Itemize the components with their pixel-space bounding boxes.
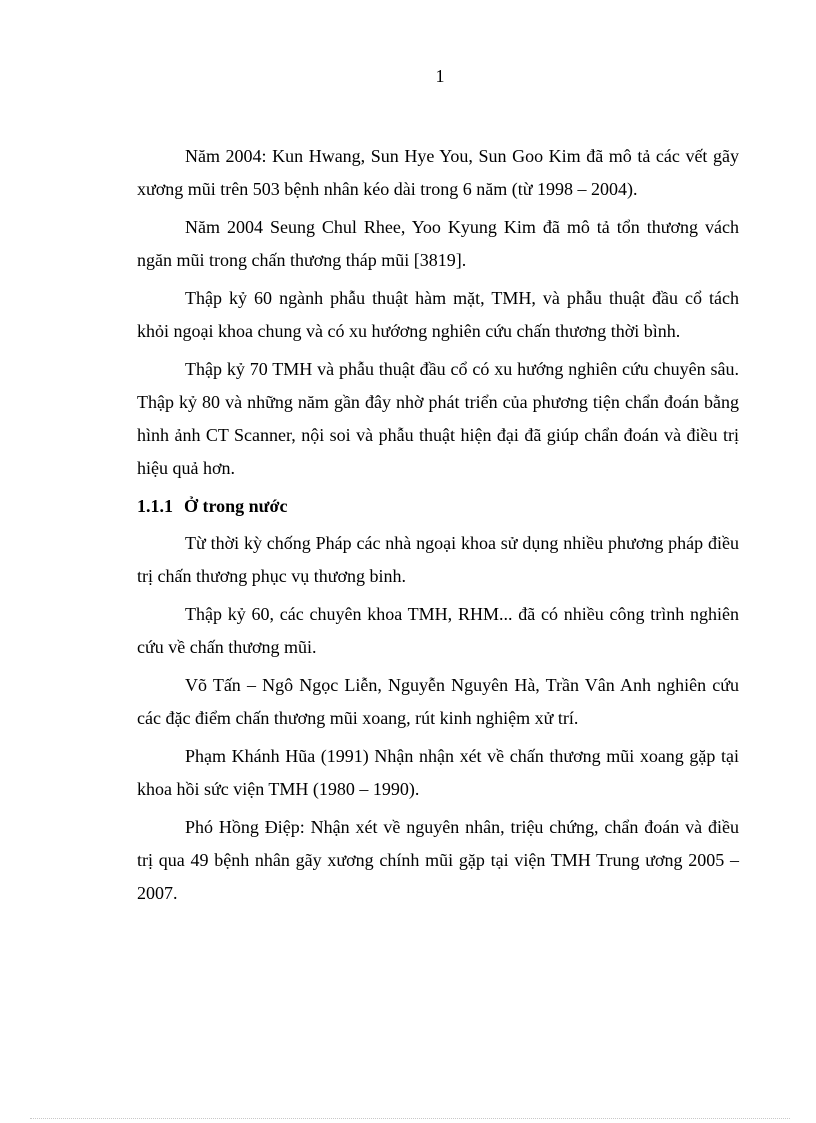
page-bottom-divider [30,1118,790,1119]
paragraph: Năm 2004: Kun Hwang, Sun Hye You, Sun Goo Kim đã mô tả các vết gãy xương mũi trên 503 bệnh nhân kéo dài trong 6 năm (từ 1998 – 2004). [137,146,739,199]
paragraph: Thập kỷ 70 TMH và phẫu thuật đầu cổ có xu hướng nghiên cứu chuyên sâu. Thập kỷ 80 và những năm gần đây nhờ phát triển của phương tiện chẩn đoán bằng hình ảnh CT Scanner, nội soi và phẫu thuật hiện đại đã giúp chẩn đoán và điều trị hiệu quả hơn. [137,359,739,478]
page-number: 1 [435,66,445,86]
paragraph: Từ thời kỳ chống Pháp các nhà ngoại khoa sử dụng nhiều phương pháp điều trị chấn thương phục vụ thương binh. [137,533,739,586]
section-title: Ở trong nước [184,496,288,516]
paragraph: Thập kỷ 60, các chuyên khoa TMH, RHM... đã có nhiều công trình nghiên cứu về chấn thương mũi. [137,604,739,657]
section-heading [137,490,739,523]
paragraph: Thập kỷ 60 ngành phẫu thuật hàm mặt, TMH, và phẫu thuật đầu cổ tách khỏi ngoại khoa chung và có xu hướơng nghiên cứu chấn thương thời bình. [137,288,739,341]
document-body [137,140,739,915]
paragraph: Võ Tấn – Ngô Ngọc Liễn, Nguyễn Nguyên Hà, Trần Vân Anh nghiên cứu các đặc điểm chấn thương mũi xoang, rút kinh nghiệm xử trí. [137,675,739,728]
section-number: 1.1.1 [137,496,173,516]
paragraph: Phó Hồng Điệp: Nhận xét về nguyên nhân, triệu chứng, chẩn đoán và điều trị qua 49 bệnh nhân gãy xương chính mũi gặp tại viện TMH Trung ương 2005 – 2007. [137,817,739,903]
paragraph: Phạm Khánh Hũa (1991) Nhận nhận xét về chấn thương mũi xoang gặp tại khoa hồi sức viện TMH (1980 – 1990). [137,746,739,799]
paragraph: Năm 2004 Seung Chul Rhee, Yoo Kyung Kim đã mô tả tổn thương vách ngăn mũi trong chấn thương tháp mũi [3819]. [137,217,739,270]
